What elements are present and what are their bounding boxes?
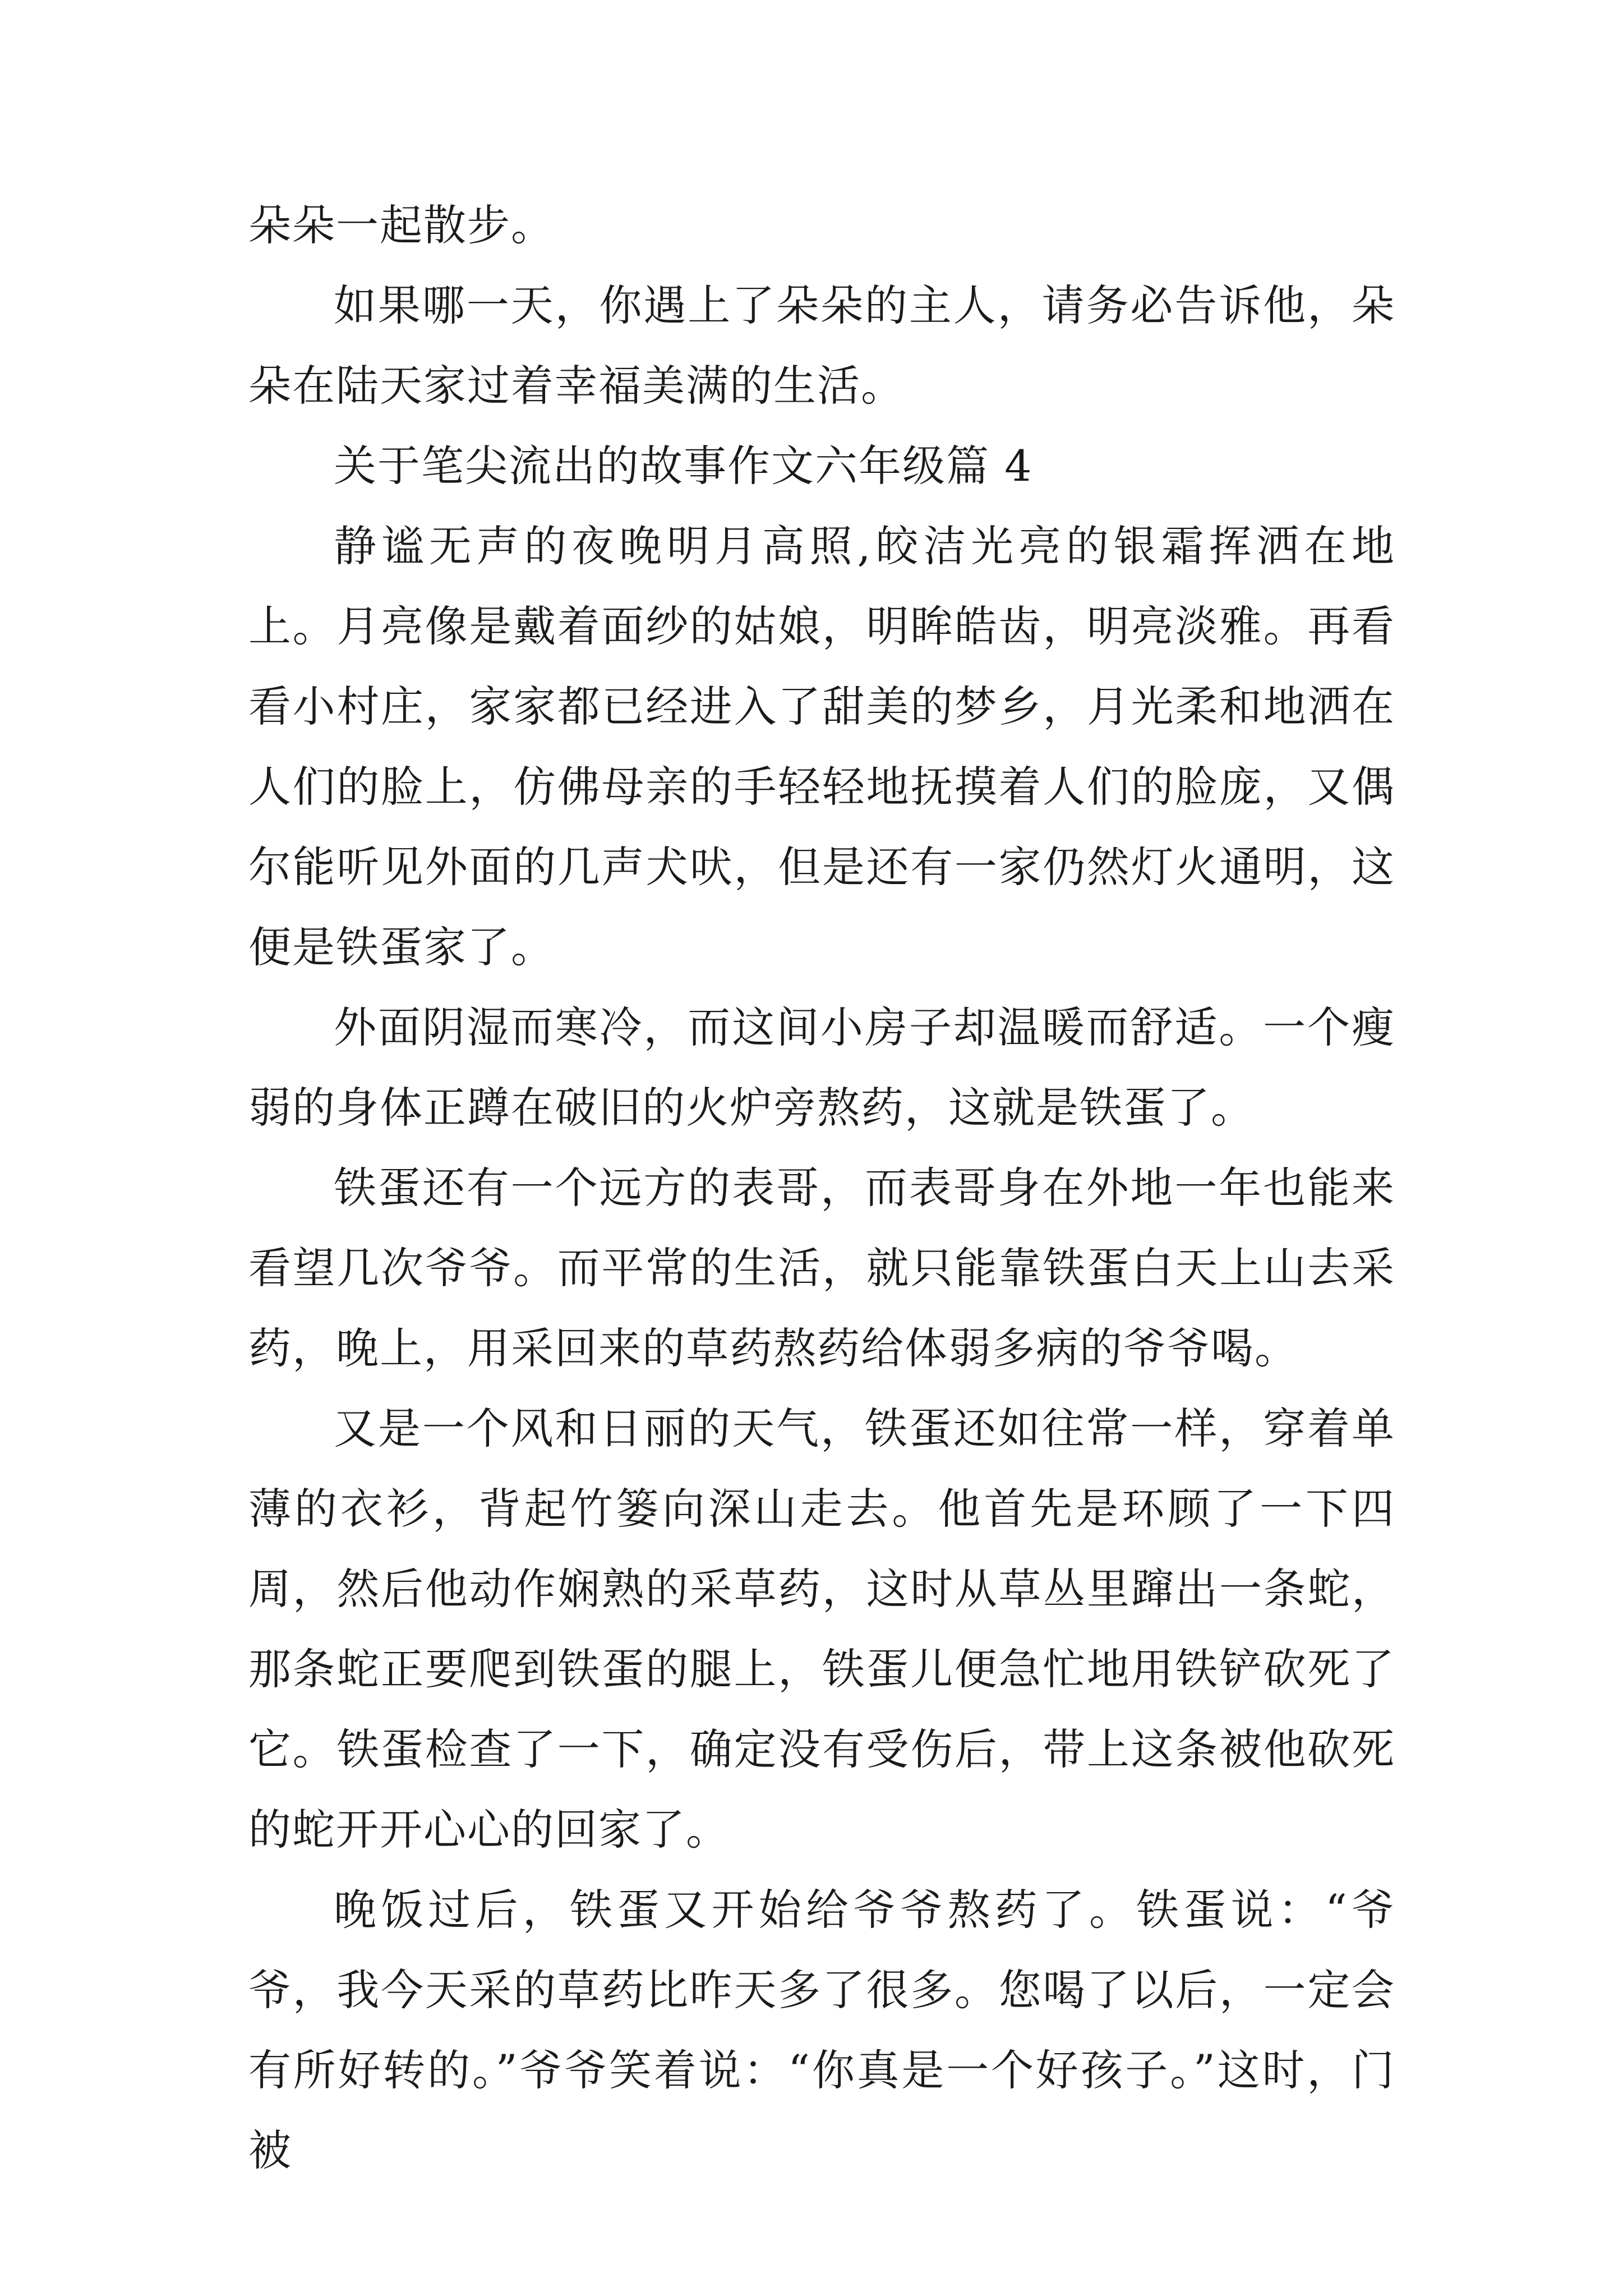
paragraph-6: 又是一个风和日丽的天气，铁蛋还如往常一样，穿着单薄的衣衫，背起竹篓向深山走去。他首先是环顾了一下四周，然后他动作娴熟的采草药，这时从草丛里蹿出一条蛇，那条蛇正要爬到铁蛋的腿上，铁蛋儿便急忙地用铁铲砍死了它。铁蛋检查了一下，确定没有受伤后，带上这条被他砍死的蛇开开心心的回家了。: [248, 1404, 1395, 1855]
section-heading: 关于笔尖流出的故事作文六年级篇 4: [334, 441, 1033, 491]
paragraph-7: 晚饭过后，铁蛋又开始给爷爷熬药了。铁蛋说：“爷爷，我今天采的草药比昨天多了很多。您喝了以后，一定会有所好转的。”爷爷笑着说：“你真是一个好孩子。”这时，门被: [248, 1885, 1395, 2175]
document-body: [248, 185, 1395, 2191]
paragraph-2: 如果哪一天，你遇上了朵朵的主人，请务必告诉他，朵朵在陆天家过着幸福美满的生活。: [248, 280, 1395, 411]
paragraph-3: 静谧无声的夜晚明月高照,皎洁光亮的银霜挥洒在地上。月亮像是戴着面纱的姑娘，明眸皓齿，明亮淡雅。再看看小村庄，家家都已经进入了甜美的梦乡，月光柔和地洒在人们的脸上，仿佛母亲的手轻轻地抚摸着人们的脸庞，又偶尔能听见外面的几声犬吠，但是还有一家仍然灯火通明，这便是铁蛋家了。: [248, 521, 1395, 972]
paragraph-4: 外面阴湿而寒冷，而这间小房子却温暖而舒适。一个瘦弱的身体正蹲在破旧的火炉旁熬药，这就是铁蛋了。: [248, 1002, 1395, 1133]
paragraph-1: 朵朵一起散步。: [248, 200, 555, 250]
paragraph-5: 铁蛋还有一个远方的表哥，而表哥身在外地一年也能来看望几次爷爷。而平常的生活，就只能靠铁蛋白天上山去采药，晚上，用采回来的草药熬药给体弱多病的爷爷喝。: [248, 1163, 1395, 1373]
